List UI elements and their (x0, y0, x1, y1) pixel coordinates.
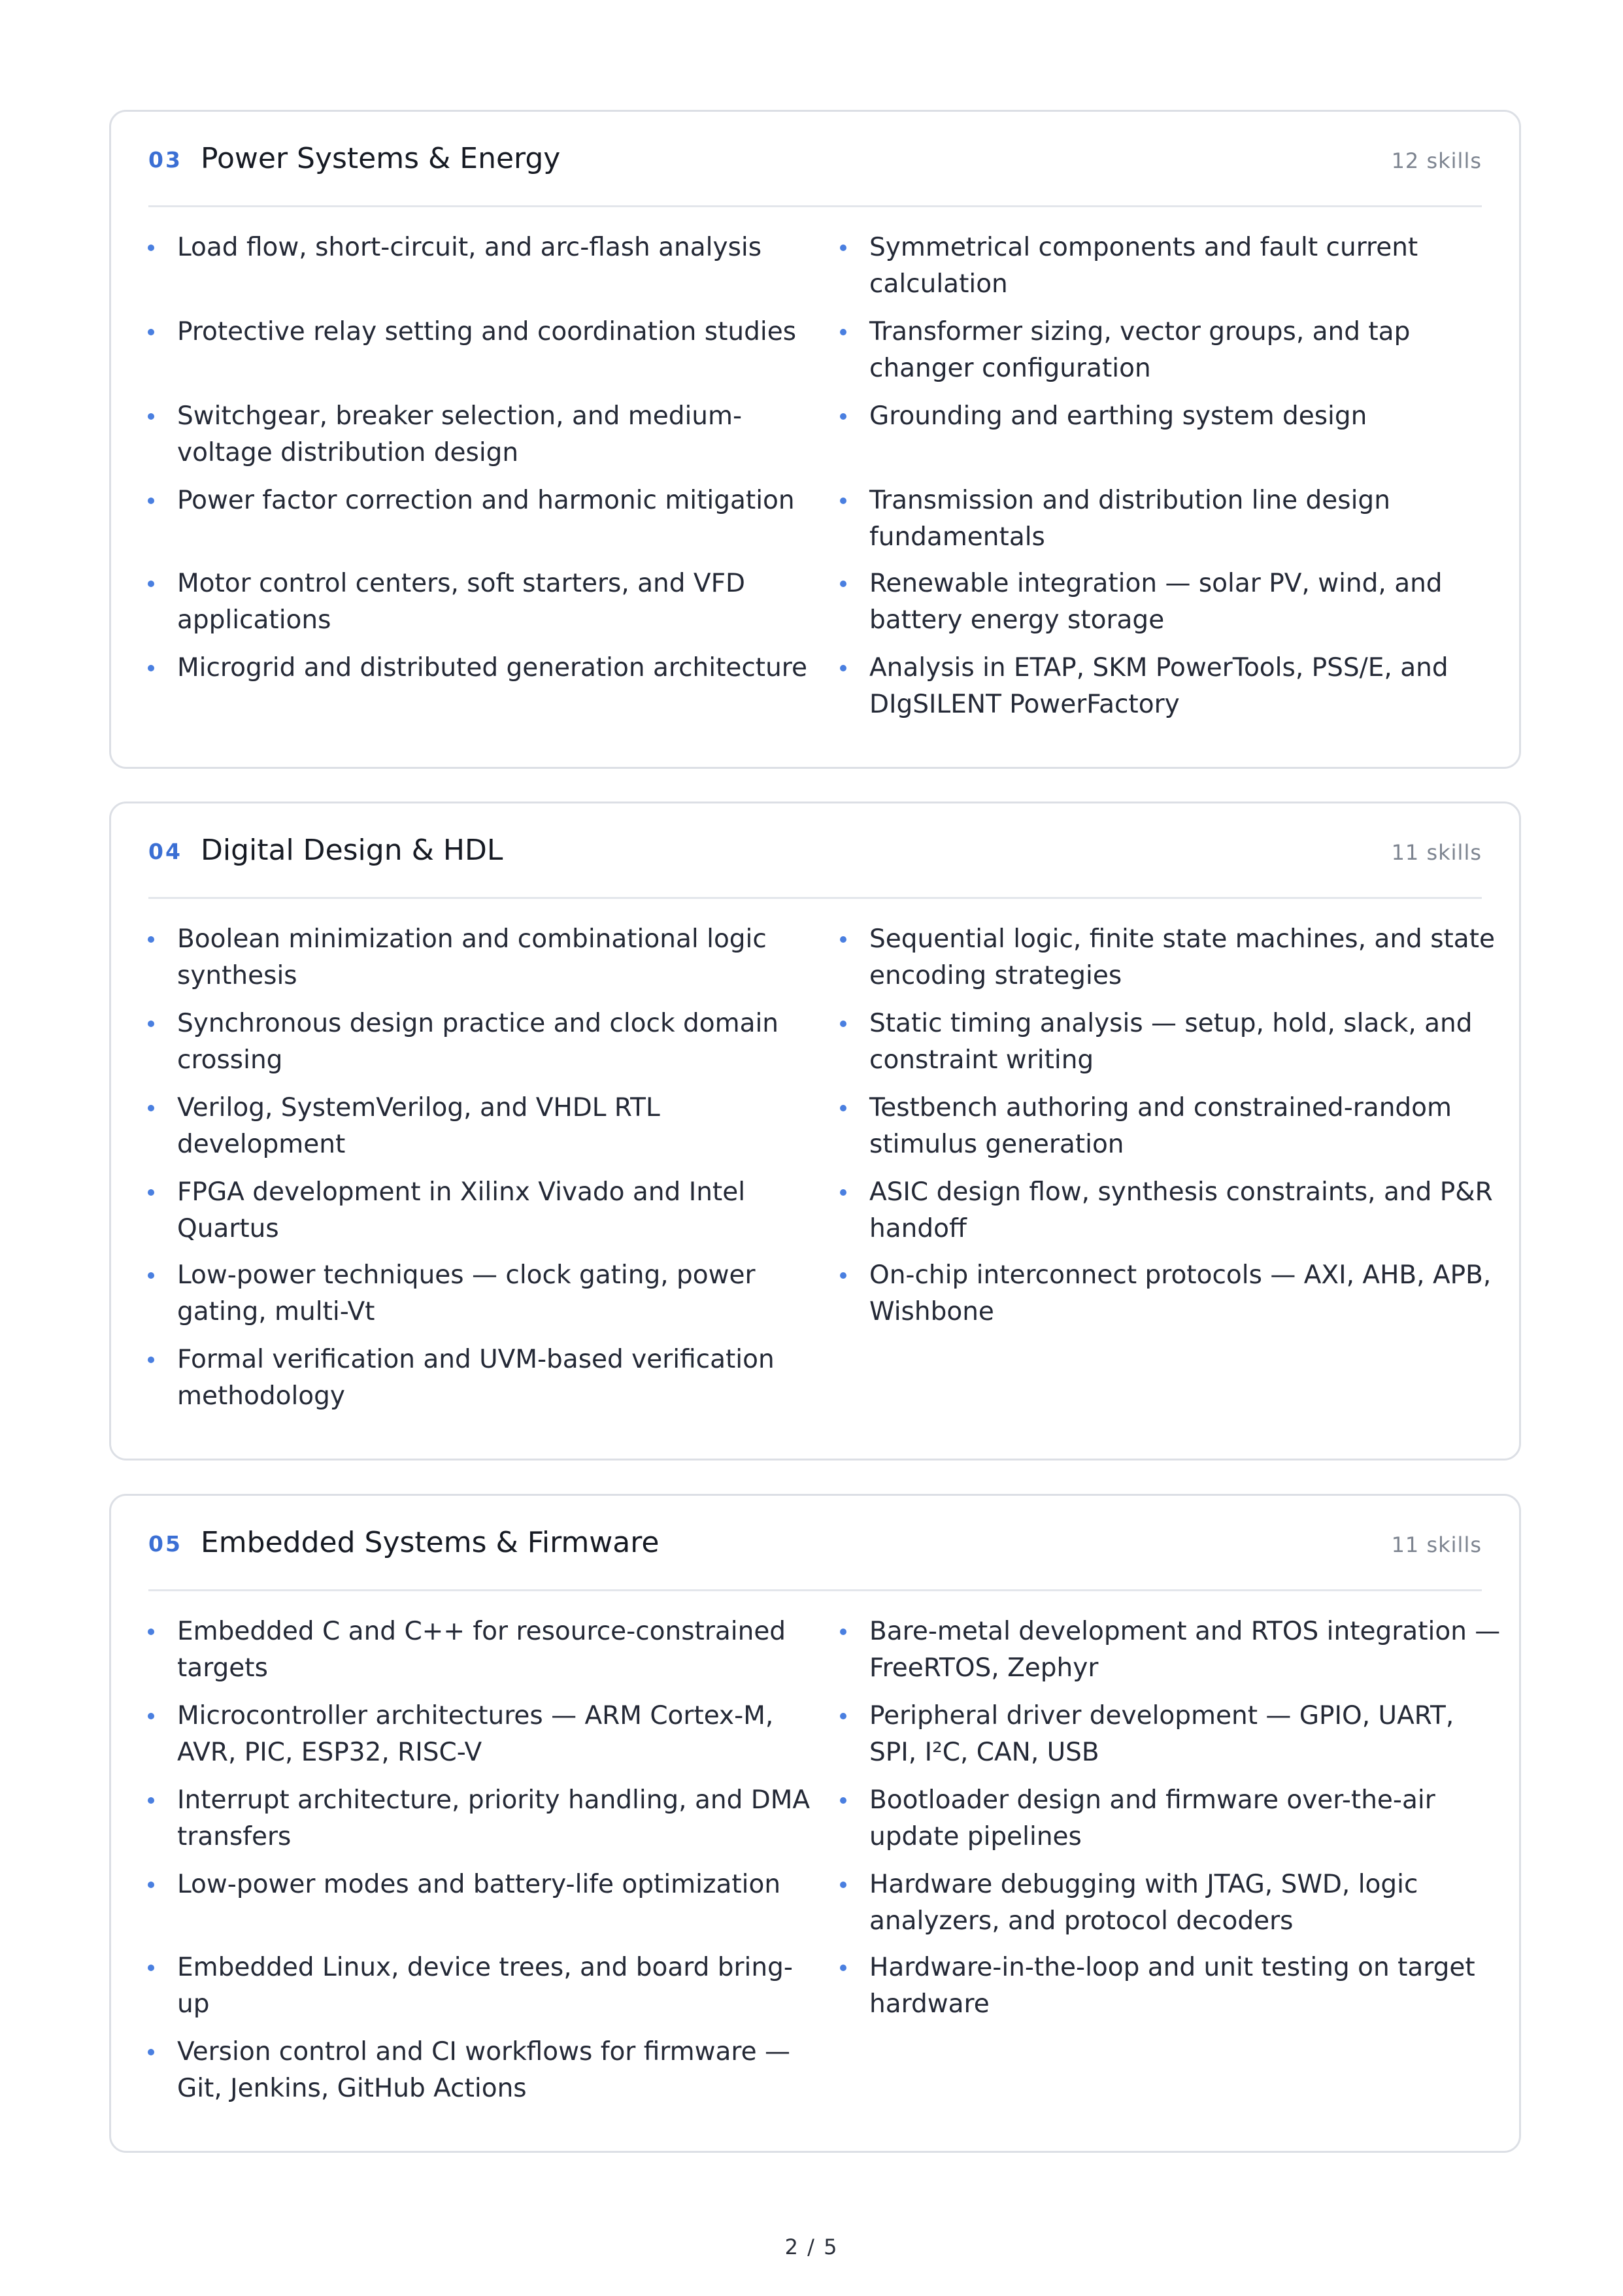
bullet-icon (148, 1797, 154, 1804)
skill-item: Bare-metal development and RTOS integration — FreeRTOS, Zephyr (869, 1613, 1503, 1687)
skill-count: 12 skills (1391, 148, 1482, 173)
bullet-icon (840, 1021, 846, 1027)
skill-item: FPGA development in Xilinx Vivado and Intel Quartus (177, 1174, 811, 1247)
section-header (148, 803, 1482, 899)
bullet-icon (148, 1021, 154, 1027)
bullet-icon (148, 1189, 154, 1196)
skill-item: Interrupt architecture, priority handling, and DMA transfers (177, 1782, 811, 1855)
bullet-icon (148, 581, 154, 587)
skill-item: Load flow, short-circuit, and arc-flash analysis (177, 229, 811, 266)
section-title: Power Systems & Energy (201, 142, 561, 175)
skill-item: Embedded Linux, device trees, and board bring-up (177, 1950, 811, 2023)
bullet-icon (840, 1189, 846, 1196)
skill-item: Hardware debugging with JTAG, SWD, logic analyzers, and protocol decoders (869, 1866, 1503, 1940)
skill-item: Bootloader design and firmware over-the-air update pipelines (869, 1782, 1503, 1855)
bullet-icon (148, 2049, 154, 2055)
skill-item: Sequential logic, finite state machines, and state encoding strategies (869, 921, 1503, 994)
bullet-icon (148, 1357, 154, 1363)
skill-item: Synchronous design practice and clock domain crossing (177, 1005, 811, 1079)
bullet-icon (148, 1965, 154, 1971)
skill-item: Protective relay setting and coordination studies (177, 314, 811, 350)
bullet-icon (148, 413, 154, 420)
section-title: Embedded Systems & Firmware (201, 1526, 660, 1559)
skill-item: Grounding and earthing system design (869, 398, 1503, 435)
bullet-icon (148, 1882, 154, 1888)
skill-item: Testbench authoring and constrained-random stimulus generation (869, 1090, 1503, 1163)
bullet-icon (840, 1882, 846, 1888)
skill-item: Verilog, SystemVerilog, and VHDL RTL development (177, 1090, 811, 1163)
bullet-icon (148, 498, 154, 504)
skill-item: Symmetrical components and fault current calculation (869, 229, 1503, 303)
skill-item: Analysis in ETAP, SKM PowerTools, PSS/E, and DIgSILENT PowerFactory (869, 650, 1503, 723)
bullet-icon (840, 413, 846, 420)
skill-item: Transformer sizing, vector groups, and tap changer configuration (869, 314, 1503, 387)
bullet-icon (840, 1797, 846, 1804)
skill-section-card (109, 110, 1521, 769)
skill-item: Switchgear, breaker selection, and medium-voltage distribution design (177, 398, 811, 471)
skill-item: Low-power techniques — clock gating, power gating, multi-Vt (177, 1257, 811, 1330)
skill-item: Version control and CI workflows for firmware — Git, Jenkins, GitHub Actions (177, 2034, 811, 2107)
skill-item: Hardware-in-the-loop and unit testing on target hardware (869, 1950, 1503, 2023)
section-header (148, 112, 1482, 207)
skill-item: Renewable integration — solar PV, wind, and battery energy storage (869, 566, 1503, 639)
bullet-icon (840, 329, 846, 335)
bullet-icon (148, 665, 154, 671)
section-title: Digital Design & HDL (201, 834, 503, 867)
section-header (148, 1496, 1482, 1591)
bullet-icon (840, 1965, 846, 1971)
skill-section-card (109, 802, 1521, 1460)
bullet-icon (840, 245, 846, 251)
bullet-icon (148, 1629, 154, 1635)
bullet-icon (148, 1713, 154, 1719)
bullet-icon (840, 498, 846, 504)
skill-item: Motor control centers, soft starters, and VFD applications (177, 566, 811, 639)
page-indicator: 2 / 5 (784, 2235, 839, 2259)
bullet-icon (840, 1272, 846, 1279)
skill-count: 11 skills (1391, 840, 1482, 865)
bullet-icon (840, 936, 846, 943)
bullet-icon (840, 1713, 846, 1719)
skill-item: Embedded C and C++ for resource-constrained targets (177, 1613, 811, 1687)
skill-item: Boolean minimization and combinational logic synthesis (177, 921, 811, 994)
section-number: 04 (148, 839, 182, 864)
skill-item: Peripheral driver development — GPIO, UART, SPI, I²C, CAN, USB (869, 1698, 1503, 1771)
skill-item: Low-power modes and battery-life optimization (177, 1866, 811, 1903)
bullet-icon (148, 245, 154, 251)
skill-item: Power factor correction and harmonic mitigation (177, 482, 811, 519)
skill-item: On-chip interconnect protocols — AXI, AHB, APB, Wishbone (869, 1257, 1503, 1330)
bullet-icon (840, 1105, 846, 1111)
section-number: 03 (148, 147, 182, 173)
skill-count: 11 skills (1391, 1532, 1482, 1557)
skill-section-card (109, 1494, 1521, 2153)
skill-item: Transmission and distribution line design fundamentals (869, 482, 1503, 556)
bullet-icon (840, 665, 846, 671)
skill-item: Microcontroller architectures — ARM Cortex-M, AVR, PIC, ESP32, RISC-V (177, 1698, 811, 1771)
bullet-icon (840, 1629, 846, 1635)
bullet-icon (148, 936, 154, 943)
bullet-icon (148, 1105, 154, 1111)
section-number: 05 (148, 1531, 182, 1557)
bullet-icon (840, 581, 846, 587)
bullet-icon (148, 329, 154, 335)
skill-item: Formal verification and UVM-based verification methodology (177, 1342, 811, 1415)
skill-item: Static timing analysis — setup, hold, slack, and constraint writing (869, 1005, 1503, 1079)
skill-item: Microgrid and distributed generation architecture (177, 650, 811, 686)
skill-item: ASIC design flow, synthesis constraints, and P&R handoff (869, 1174, 1503, 1247)
bullet-icon (148, 1272, 154, 1279)
